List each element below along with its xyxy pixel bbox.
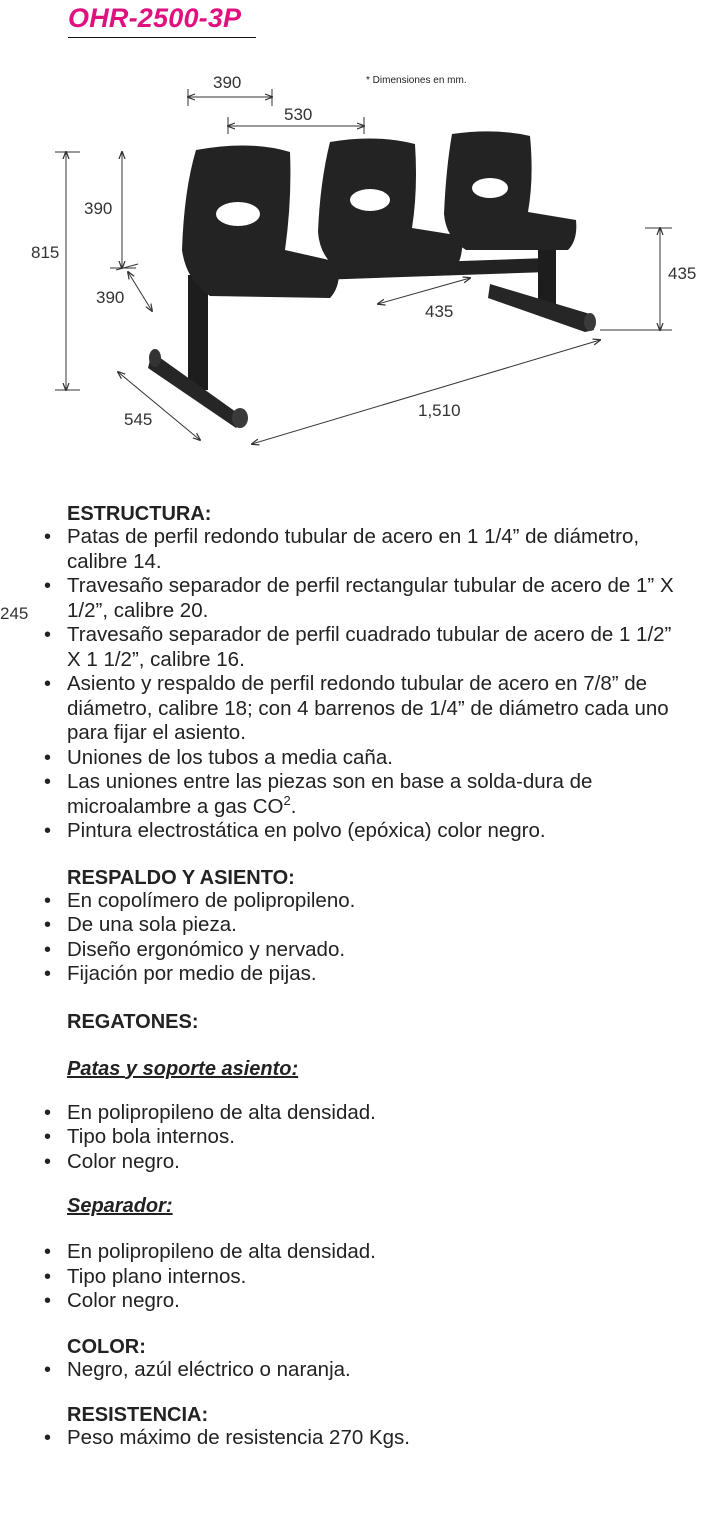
list-item: • Asiento y respaldo de perfil redondo tubular de acero en 7/8” de diámetro, calibre 18; con 4 barrenos de 1/4” de diámetro cada uno para fijar el asiento. [44,672,669,744]
bullet-icon: • [44,1241,52,1263]
patas-list [44,1101,684,1175]
list-item: • Travesaño separador de perfil cuadrado tubular de acero de 1 1/2” X 1 1/2”, calibre 16. [44,623,672,671]
dim-435-mid: 435 [425,302,454,321]
stray-dim-245: 245 [0,604,29,623]
list-item: • Pintura electrostática en polvo (epóxica) color negro. [44,819,546,842]
bullet-icon: • [44,1150,52,1173]
bullet-icon: • [44,1358,52,1381]
separador-list [44,1240,684,1314]
bullet-icon: • [44,673,52,695]
list-item: • Travesaño separador de perfil rectangular tubular de acero de 1” X 1/2”, calibre 20. [44,574,674,622]
dim-815: 815 [31,243,60,262]
bullet-icon: • [44,914,52,936]
bullet-icon: • [44,526,52,548]
dim-545: 545 [124,410,153,429]
dim-435-right: 435 [668,264,697,283]
respaldo-list [44,889,684,987]
bench-diagram [0,0,701,470]
list-item: • Tipo bola internos. [44,1125,235,1148]
list-item: • En copolímero de polipropileno. [44,888,356,912]
bullet-icon: • [44,1101,52,1124]
list-item: • De una sola pieza. [44,913,237,936]
list-item: • Uniones de los tubos a media caña. [44,745,393,769]
dimensions-note: * Dimensiones en mm. [366,75,467,86]
dim-390-seat: 390 [96,288,125,307]
dim-390-back: 390 [84,199,113,218]
list-item: • En polipropileno de alta densidad. [44,1100,376,1124]
bullet-icon: • [44,771,52,793]
list-item: • Color negro. [44,1289,180,1312]
list-item: • En polipropileno de alta densidad. [44,1240,376,1263]
list-item: • Fijación por medio de pijas. [44,962,317,985]
bullet-icon: • [44,624,52,646]
list-item: • Tipo plano internos. [44,1264,247,1288]
section-title-color: COLOR: [67,1335,146,1358]
section-title-estructura: ESTRUCTURA: [67,503,212,525]
bullet-icon: • [44,1126,52,1148]
bullet-icon: • [44,1265,52,1288]
bullet-icon: • [44,1290,52,1312]
list-item: • Peso máximo de resistencia 270 Kgs. [44,1426,410,1449]
list-item: • Patas de perfil redondo tubular de acero en 1 1/4” de diámetro, calibre 14. [44,525,640,573]
bullet-icon: • [44,938,52,961]
list-item: • Las uniones entre las piezas son en base a solda-dura de microalambre a gas $CO^2$. [44,770,593,818]
bullet-icon: • [44,889,52,912]
dim-530: 530 [284,105,313,124]
specifications [44,503,684,1451]
subsection-title-patas: Patas y soporte asiento: [67,1057,299,1080]
list-item: • Color negro. [44,1149,180,1173]
co2-superscript: 2 [283,792,291,808]
bullet-icon: • [44,820,52,842]
bullet-icon: • [44,1427,52,1449]
dim-390-top: 390 [213,73,242,92]
resistencia-list [44,1426,684,1451]
bullet-icon: • [44,575,52,597]
bullet-icon: • [44,963,52,985]
estructura-list [44,525,684,844]
subsection-title-separador: Separador: [67,1195,173,1217]
bullet-icon: • [44,746,52,769]
model-title: OHR-2500-3P [68,3,242,33]
list-item: • Diseño ergonómico y nervado. [44,937,346,961]
dim-1510: 1,510 [418,401,461,420]
list-item: • Negro, azúl eléctrico o naranja. [44,1357,351,1381]
section-title-respaldo: RESPALDO Y ASIENTO: [67,866,295,889]
section-title-resistencia: RESISTENCIA: [67,1404,209,1426]
color-list [44,1358,684,1383]
section-title-regatones: REGATONES: [67,1010,199,1033]
